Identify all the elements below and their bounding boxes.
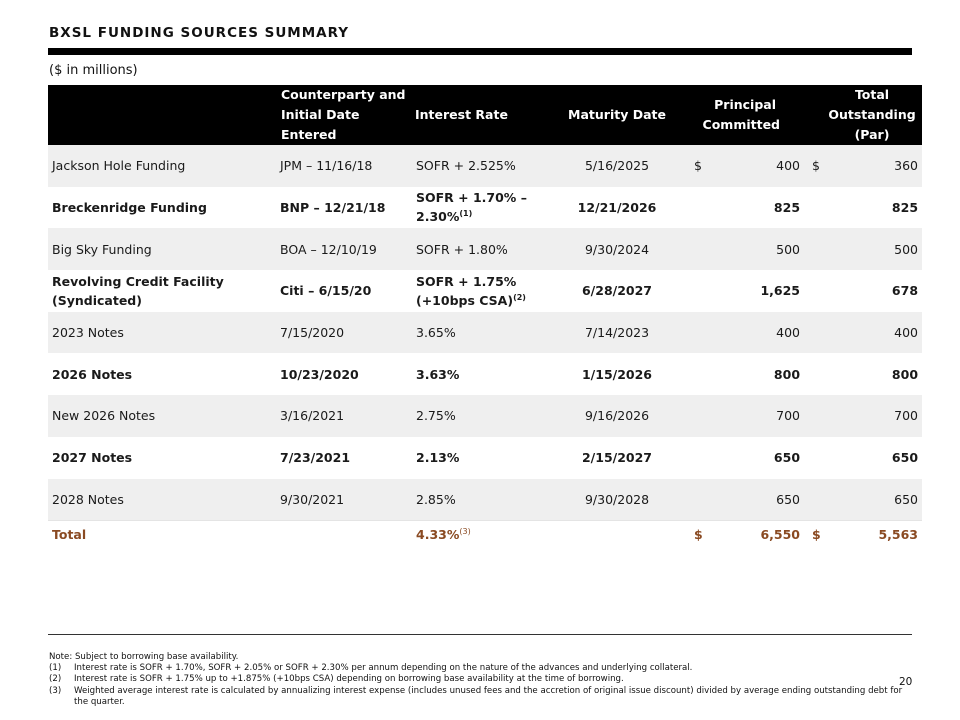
principal-committed-cell: 700 bbox=[706, 395, 804, 437]
principal-committed-cell: 800 bbox=[773, 366, 801, 382]
total-outstanding-cell: 360 bbox=[824, 145, 922, 187]
interest-rate-cell: 2.13% bbox=[416, 450, 460, 466]
outstanding-dollar-sign bbox=[804, 479, 824, 521]
outstanding-dollar-sign bbox=[804, 395, 824, 437]
principal-dollar-sign bbox=[686, 479, 706, 521]
table-row bbox=[48, 270, 922, 312]
total-outstanding-cell: 650 bbox=[824, 479, 922, 521]
counterparty-cell: 9/30/2021 bbox=[278, 479, 414, 521]
counterparty-cell: BNP – 12/21/18 bbox=[280, 200, 386, 216]
table-row bbox=[48, 312, 922, 354]
table-row bbox=[48, 228, 922, 270]
maturity-date-cell: 9/30/2028 bbox=[548, 479, 686, 521]
table-row bbox=[48, 187, 922, 229]
outstanding-dollar-sign bbox=[804, 228, 824, 270]
total-outstanding-cell: 800 bbox=[891, 366, 919, 382]
counterparty-cell: BOA – 12/10/19 bbox=[278, 228, 414, 270]
maturity-date-cell: 9/16/2026 bbox=[548, 395, 686, 437]
maturity-date-cell: 2/15/2027 bbox=[581, 450, 652, 466]
principal-dollar-sign bbox=[686, 228, 706, 270]
interest-rate-cell: SOFR + 1.75% (+10bps CSA)$^{(2)}$ bbox=[416, 273, 526, 308]
interest-rate-cell: 3.63% bbox=[416, 366, 460, 382]
total-principal: 6,550 bbox=[706, 521, 804, 548]
total-outstanding-cell: 825 bbox=[891, 200, 919, 216]
counterparty-cell: 10/23/2020 bbox=[280, 366, 359, 382]
entity-name: Revolving Credit Facility (Syndicated) bbox=[52, 273, 224, 308]
table-row bbox=[48, 145, 922, 187]
principal-committed-cell: 825 bbox=[773, 200, 801, 216]
outstanding-dollar-sign bbox=[804, 353, 824, 395]
outstanding-dollar-sign: $ bbox=[804, 145, 824, 187]
total-outstanding-cell: 650 bbox=[891, 450, 919, 466]
footer-rule bbox=[48, 634, 912, 635]
principal-dollar-sign bbox=[686, 395, 706, 437]
total-label: Total bbox=[48, 521, 278, 548]
maturity-date-cell: 9/30/2024 bbox=[548, 228, 686, 270]
header-entity bbox=[48, 85, 278, 145]
entity-name: Jackson Hole Funding bbox=[48, 145, 278, 187]
total-rate: 4.33%$^{(3)}$ bbox=[414, 521, 548, 548]
table-row bbox=[48, 353, 922, 395]
interest-rate-cell: SOFR + 1.80% bbox=[414, 228, 548, 270]
header-maturity-date: Maturity Date bbox=[548, 85, 686, 145]
entity-name: New 2026 Notes bbox=[48, 395, 278, 437]
header-counterparty: Counterparty and Initial Date Entered bbox=[278, 85, 414, 145]
table-row bbox=[48, 395, 922, 437]
header-principal-committed: Principal Committed bbox=[686, 85, 804, 145]
principal-dollar-sign bbox=[686, 187, 706, 229]
footnote-2: (2) Interest rate is SOFR + 1.75% up to +1.875% (+10bps CSA) depending on borrowing base availability at the time of borrowing. bbox=[49, 674, 624, 685]
outstanding-dollar-sign bbox=[804, 312, 824, 354]
principal-committed-cell: 500 bbox=[706, 228, 804, 270]
title-rule bbox=[48, 48, 912, 55]
principal-dollar-sign bbox=[686, 312, 706, 354]
table-row bbox=[48, 479, 922, 521]
maturity-date-cell: 6/28/2027 bbox=[581, 283, 652, 299]
outstanding-dollar-sign bbox=[804, 270, 824, 312]
footnote-3: (3) Weighted average interest rate is calculated by annualizing interest expense (includes unused fees and the accretion of original issue discount) divided by average ending outstanding debt for the quarter. bbox=[49, 685, 903, 707]
footnote-intro: Note: Subject to borrowing base availability. bbox=[49, 652, 239, 662]
principal-committed-cell: 1,625 bbox=[760, 283, 801, 299]
table-header-row bbox=[48, 85, 922, 145]
entity-name: 2027 Notes bbox=[52, 450, 133, 466]
total-outstanding-cell: 500 bbox=[824, 228, 922, 270]
total-outstanding-cell: 678 bbox=[891, 283, 919, 299]
counterparty-cell: 7/23/2021 bbox=[280, 450, 351, 466]
counterparty-cell: 7/15/2020 bbox=[278, 312, 414, 354]
maturity-date-cell: 7/14/2023 bbox=[548, 312, 686, 354]
counterparty-cell: 3/16/2021 bbox=[278, 395, 414, 437]
total-outstanding-cell: 700 bbox=[824, 395, 922, 437]
interest-rate-cell: 3.65% bbox=[414, 312, 548, 354]
entity-name: Breckenridge Funding bbox=[52, 200, 207, 216]
entity-name: 2026 Notes bbox=[52, 366, 133, 382]
total-row bbox=[48, 521, 922, 548]
maturity-date-cell: 1/15/2026 bbox=[581, 366, 652, 382]
maturity-date-cell: 5/16/2025 bbox=[548, 145, 686, 187]
total-outstanding-dollar: $ bbox=[804, 521, 824, 548]
funding-sources-table bbox=[48, 85, 922, 547]
principal-dollar-sign bbox=[686, 353, 706, 395]
principal-committed-cell: 400 bbox=[706, 312, 804, 354]
outstanding-dollar-sign bbox=[804, 187, 824, 229]
page-title: BXSL FUNDING SOURCES SUMMARY bbox=[49, 25, 350, 41]
principal-committed-cell: 400 bbox=[706, 145, 804, 187]
page-number: 20 bbox=[899, 676, 913, 688]
interest-rate-cell: 2.85% bbox=[414, 479, 548, 521]
principal-committed-cell: 650 bbox=[706, 479, 804, 521]
total-principal-dollar: $ bbox=[686, 521, 706, 548]
header-interest-rate: Interest Rate bbox=[414, 85, 548, 145]
counterparty-cell: Citi – 6/15/20 bbox=[280, 283, 372, 299]
total-outstanding-cell: 400 bbox=[824, 312, 922, 354]
units-subtitle: ($ in millions) bbox=[49, 63, 138, 78]
interest-rate-cell: 2.75% bbox=[414, 395, 548, 437]
interest-rate-cell: SOFR + 2.525% bbox=[414, 145, 548, 187]
entity-name: Big Sky Funding bbox=[48, 228, 278, 270]
entity-name: 2028 Notes bbox=[48, 479, 278, 521]
table-row bbox=[48, 437, 922, 479]
outstanding-dollar-sign bbox=[804, 437, 824, 479]
maturity-date-cell: 12/21/2026 bbox=[577, 200, 657, 216]
principal-dollar-sign: $ bbox=[686, 145, 706, 187]
principal-dollar-sign bbox=[686, 270, 706, 312]
entity-name: 2023 Notes bbox=[48, 312, 278, 354]
footnote-1: (1) Interest rate is SOFR + 1.70%, SOFR + 2.05% or SOFR + 2.30% per annum depending on the nature of the advances and underlying collateral. bbox=[49, 663, 693, 674]
footnotes bbox=[49, 652, 909, 708]
principal-committed-cell: 650 bbox=[773, 450, 801, 466]
counterparty-cell: JPM – 11/16/18 bbox=[278, 145, 414, 187]
total-outstanding: 5,563 bbox=[824, 521, 922, 548]
interest-rate-cell: SOFR + 1.70% – 2.30%$^{(1)}$ bbox=[416, 190, 527, 225]
principal-dollar-sign bbox=[686, 437, 706, 479]
header-total-outstanding: Total Outstanding (Par) bbox=[804, 85, 922, 145]
